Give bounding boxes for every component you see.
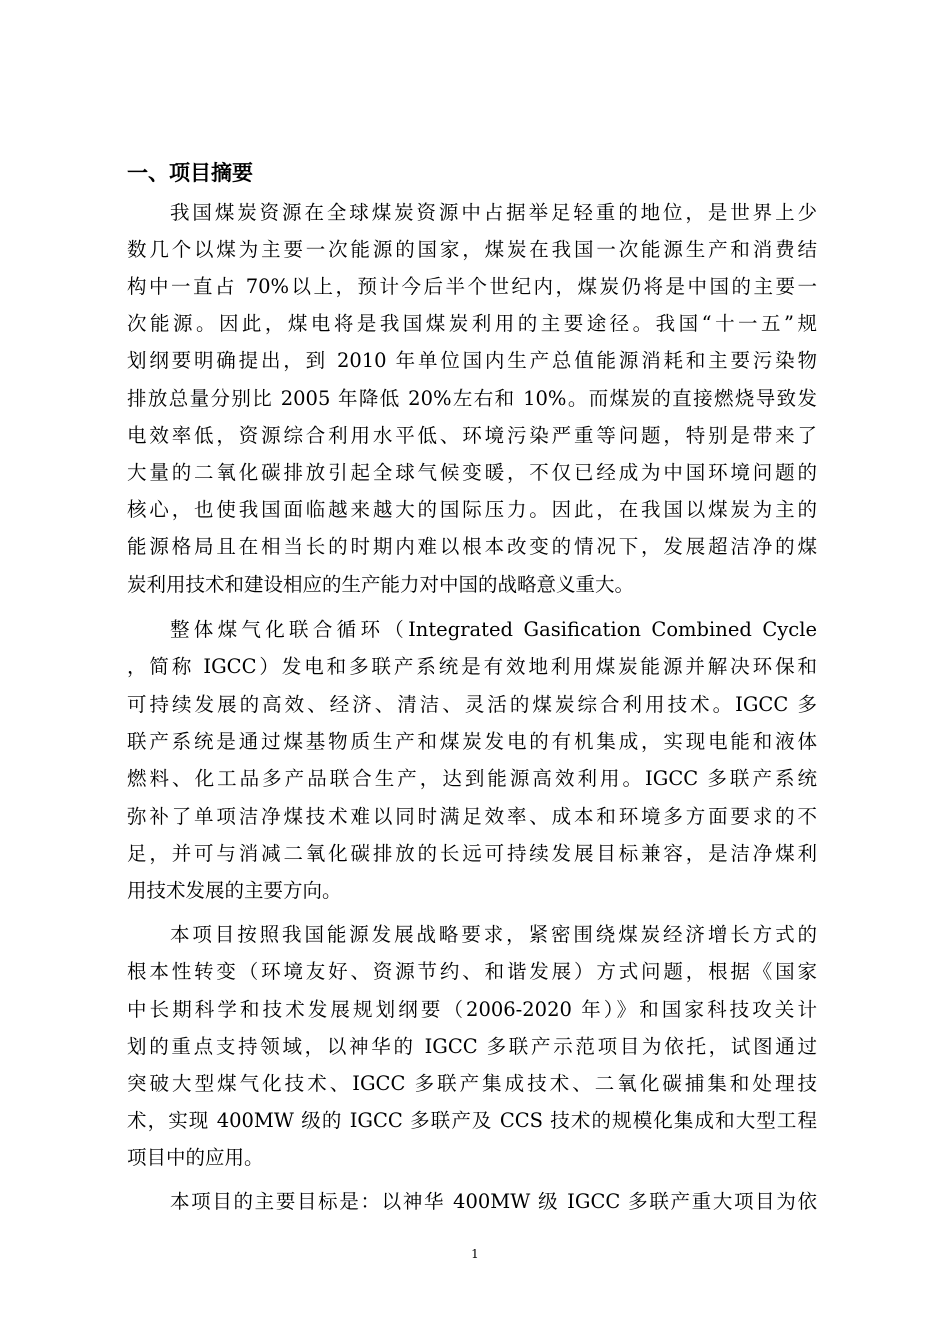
- paragraph-line: 整体煤气化联合循环（Integrated Gasification Combined Cycle: [170, 618, 817, 641]
- paragraph-line: 足，并可与消减二氧化碳排放的长远可持续发展目标兼容，是洁净煤利: [127, 842, 817, 865]
- paragraph-line: 划的重点支持领域，以神华的 IGCC 多联产示范项目为依托，试图通过: [127, 1035, 817, 1058]
- paragraph-line: 术，实现 400MW 级的 IGCC 多联产及 CCS 技术的规模化集成和大型工程: [127, 1109, 817, 1132]
- paragraph-line: 构中一直占 70%以上，预计今后半个世纪内，煤炭仍将是中国的主要一: [127, 275, 817, 298]
- paragraph-line: 核心，也使我国面临越来越大的国际压力。因此，在我国以煤炭为主的: [127, 498, 817, 521]
- page-number: 1: [471, 1247, 479, 1261]
- paragraph-line: 我国煤炭资源在全球煤炭资源中占据举足轻重的地位，是世界上少: [170, 201, 817, 224]
- section-heading: 一、项目摘要: [127, 161, 253, 185]
- paragraph-line: 中长期科学和技术发展规划纲要（2006-2020 年）》和国家科技攻关计: [127, 998, 817, 1021]
- paragraph-line: 根本性转变（环境友好、资源节约、和谐发展）方式问题，根据《国家: [127, 960, 817, 983]
- paragraph-line: 项目中的应用。: [127, 1146, 264, 1169]
- paragraph-line: 联产系统是通过煤基物质生产和煤炭发电的有机集成，实现电能和液体: [127, 730, 817, 753]
- paragraph-line: 排放总量分别比 2005 年降低 20%左右和 10%。而煤炭的直接燃烧导致发: [127, 387, 817, 410]
- paragraph-line: 燃料、化工品多产品联合生产，达到能源高效利用。IGCC 多联产系统: [127, 767, 817, 790]
- paragraph-line: 弥补了单项洁净煤技术难以同时满足效率、成本和环境多方面要求的不: [127, 805, 817, 828]
- paragraph-line: 能源格局且在相当长的时期内难以根本改变的情况下，发展超洁净的煤: [127, 535, 817, 558]
- paragraph-line: 数几个以煤为主要一次能源的国家，煤炭在我国一次能源生产和消费结: [127, 238, 817, 261]
- paragraph-line: 炭利用技术和建设相应的生产能力对中国的战略意义重大。: [127, 573, 635, 596]
- paragraph-line: 次能源。因此，煤电将是我国煤炭利用的主要途径。我国“十一五”规: [127, 312, 817, 335]
- paragraph-line: 本项目的主要目标是：以神华 400MW 级 IGCC 多联产重大项目为依: [170, 1190, 817, 1213]
- paragraph-line: 电效率低，资源综合利用水平低、环境污染严重等问题，特别是带来了: [127, 424, 817, 447]
- paragraph-line: 划纲要明确提出，到 2010 年单位国内生产总值能源消耗和主要污染物: [127, 349, 817, 372]
- paragraph-line: ，简称 IGCC）发电和多联产系统是有效地利用煤炭能源并解决环保和: [127, 655, 817, 678]
- paragraph-line: 用技术发展的主要方向。: [127, 879, 342, 902]
- paragraph-line: 本项目按照我国能源发展战略要求，紧密围绕煤炭经济增长方式的: [170, 923, 817, 946]
- paragraph-line: 大量的二氧化碳排放引起全球气候变暖，不仅已经成为中国环境问题的: [127, 461, 817, 484]
- paragraph-line: 可持续发展的高效、经济、清洁、灵活的煤炭综合利用技术。IGCC 多: [127, 693, 817, 716]
- paragraph-line: 突破大型煤气化技术、IGCC 多联产集成技术、二氧化碳捕集和处理技: [127, 1072, 817, 1095]
